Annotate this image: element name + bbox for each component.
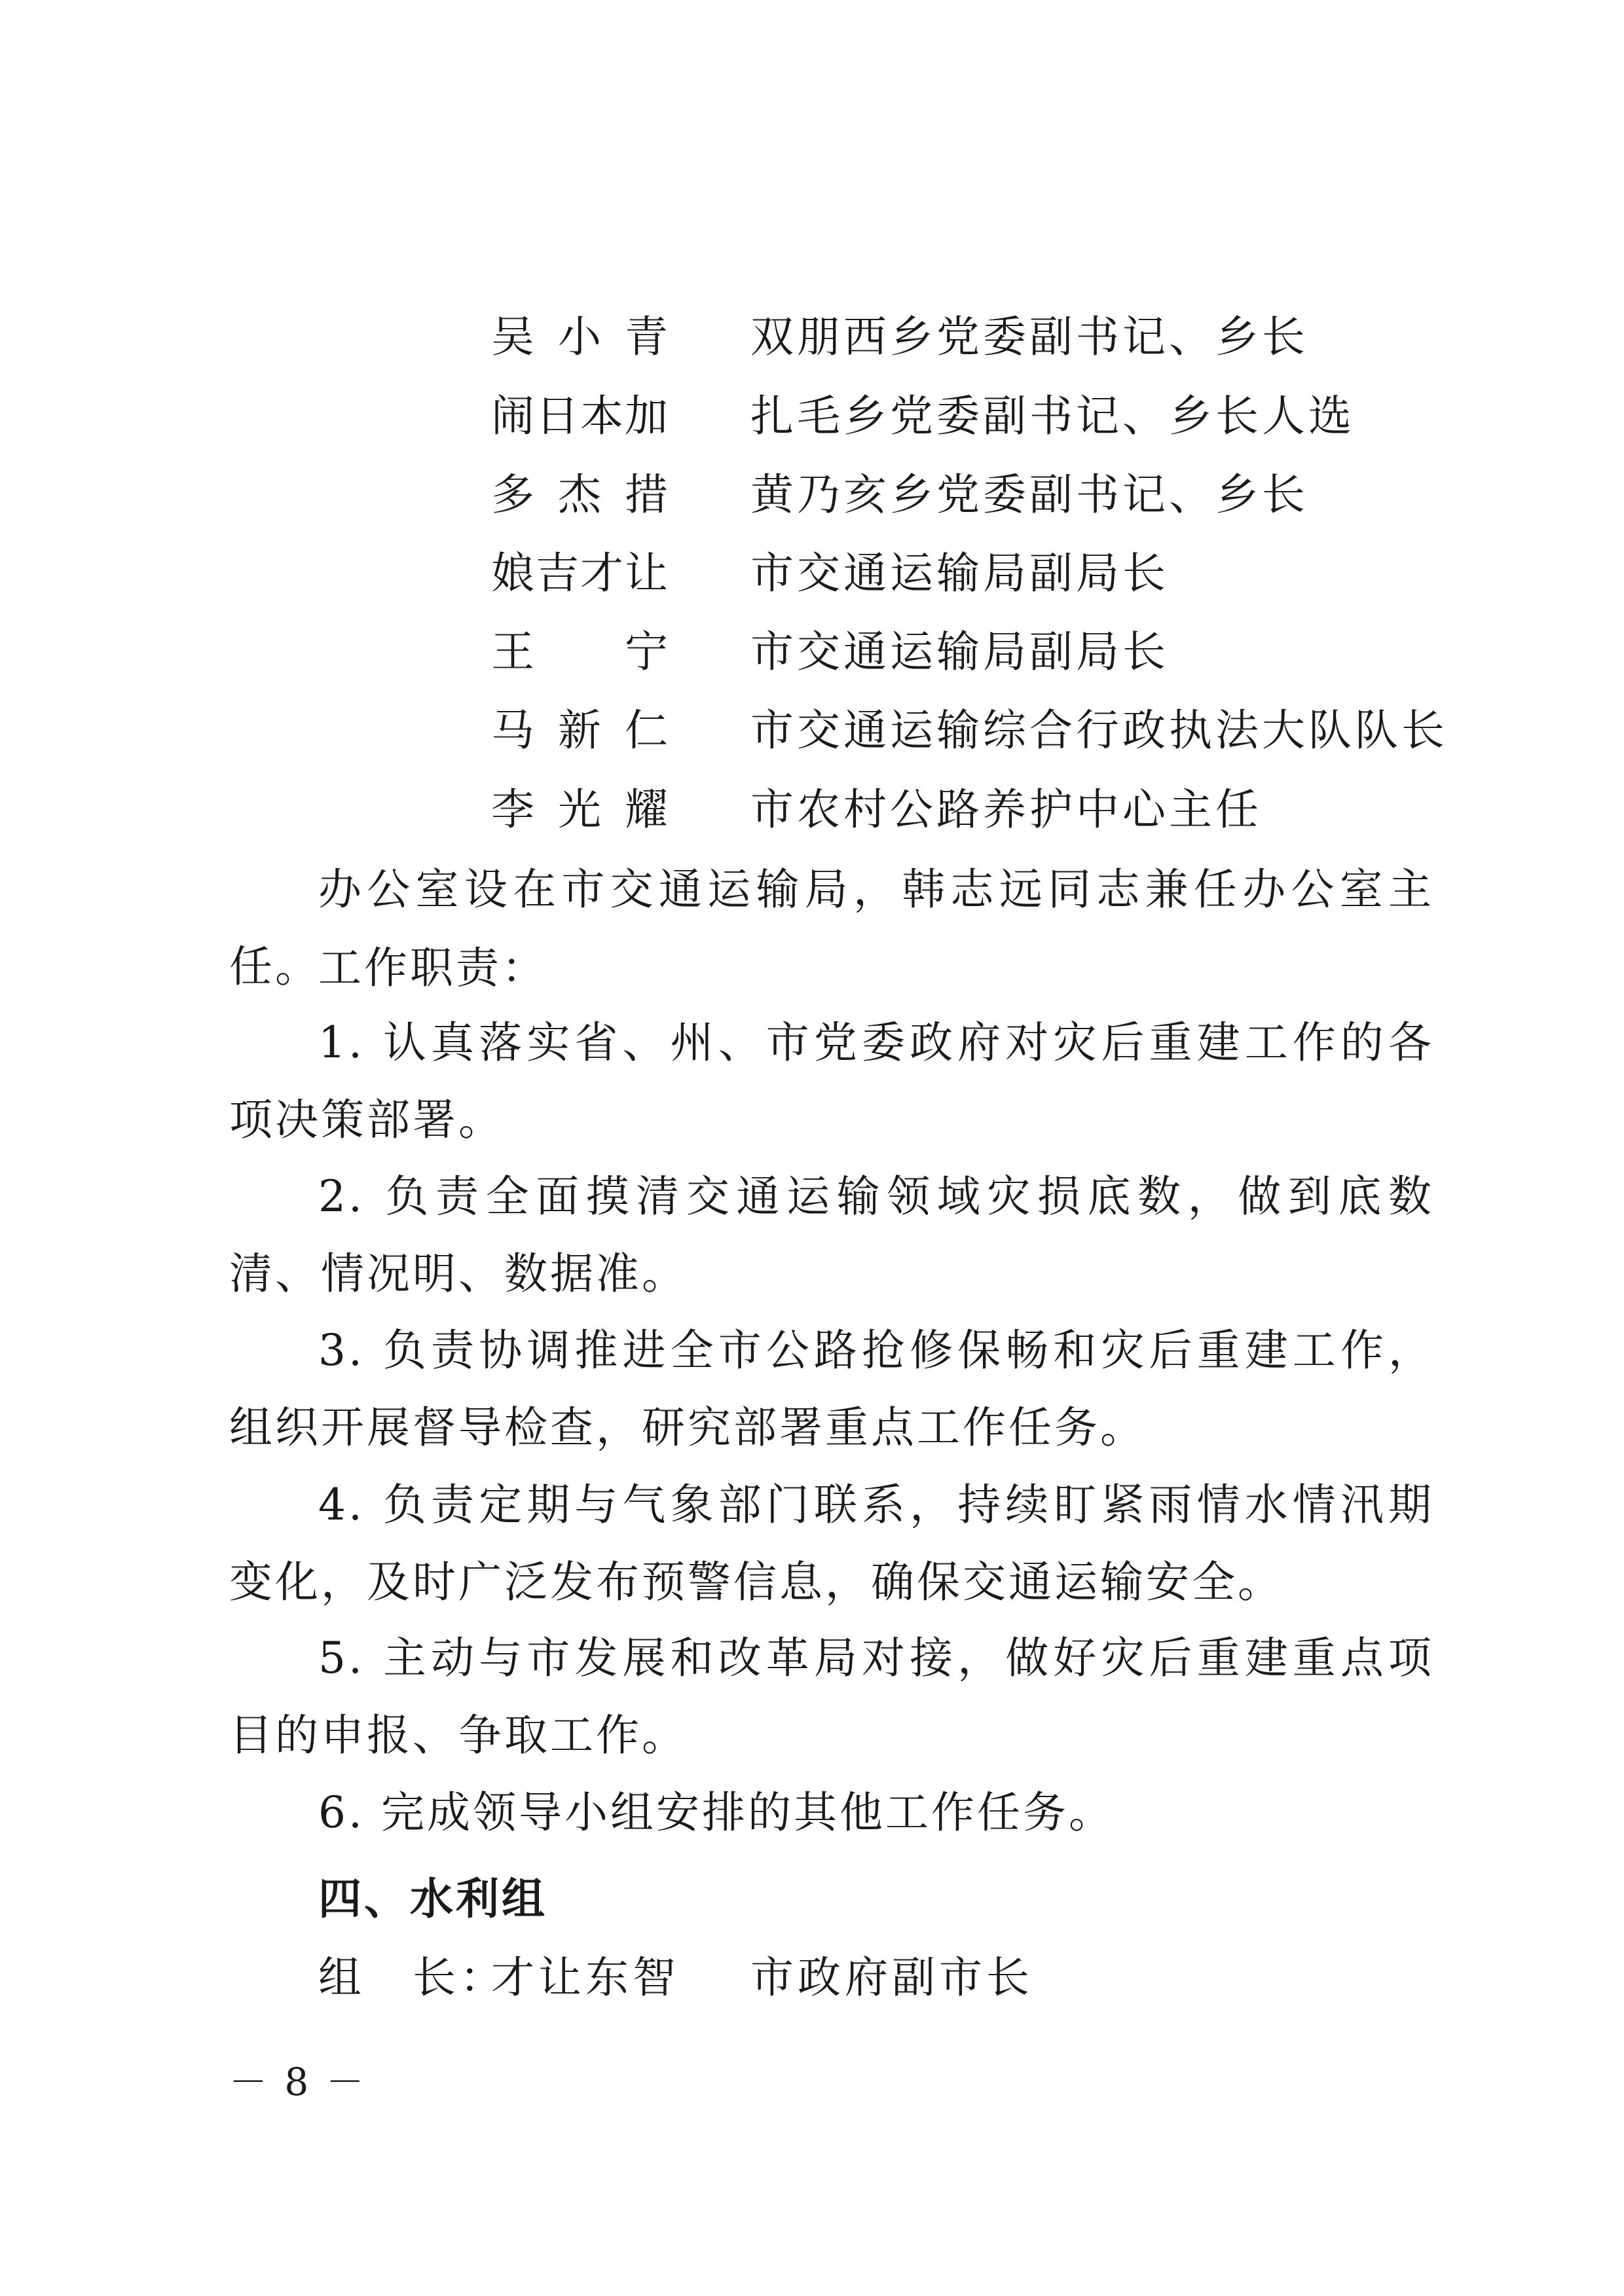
- duty-item: 2. 负责全面摸清交通运输领域灾损底数，做到底数清、情况明、数据准。: [229, 1171, 1434, 1299]
- member-name: 王宁: [491, 627, 668, 677]
- member-title: 扎毛乡党委副书记、乡长人选: [750, 391, 1355, 441]
- member-name: 李光耀: [491, 784, 668, 835]
- member-title: 市交通运输综合行政执法大队队长: [750, 705, 1448, 756]
- duty-item: 4. 负责定期与气象部门联系，持续盯紧雨情水情汛期变化，及时广泛发布预警信息，确保交通运输安全。: [229, 1480, 1434, 1607]
- member-name: 娘吉才让: [491, 548, 668, 598]
- group-leader-name: 才让东智: [491, 1952, 680, 2003]
- duty-item: 6. 完成领导小组安排的其他工作任务。: [318, 1787, 1115, 1838]
- member-title: 双朋西乡党委副书记、乡长: [750, 312, 1308, 362]
- duty-item: 5. 主动与市发展和改革局对接，做好灾后重建重点项目的申报、争取工作。: [229, 1633, 1434, 1760]
- page-number: － 8 －: [229, 2060, 367, 2104]
- member-title: 市交通运输局副局长: [750, 548, 1169, 598]
- duty-item: 1. 认真落实省、州、市党委政府对灾后重建工作的各项决策部署。: [229, 1017, 1434, 1145]
- group-leader-label: 组 长：: [318, 1952, 507, 2003]
- member-title: 黄乃亥乡党委副书记、乡长: [750, 469, 1308, 520]
- group-leader-title: 市政府副市长: [750, 1952, 1033, 2003]
- duty-item: 3. 负责协调推进全市公路抢修保畅和灾后重建工作，组织开展督导检查，研究部署重点工作任务。: [229, 1325, 1434, 1453]
- member-name: 吴小青: [491, 312, 668, 362]
- office-note: 办公室设在市交通运输局，韩志远同志兼任办公室主任。: [229, 864, 1434, 992]
- member-title: 市农村公路养护中心主任: [750, 784, 1262, 835]
- duties-heading: 工作职责：: [318, 943, 547, 993]
- section-heading: 四、水利组: [318, 1874, 547, 1924]
- member-name: 闹日本加: [491, 391, 668, 441]
- member-name: 多杰措: [491, 469, 668, 520]
- member-name: 马新仁: [491, 705, 668, 756]
- member-title: 市交通运输局副局长: [750, 627, 1169, 677]
